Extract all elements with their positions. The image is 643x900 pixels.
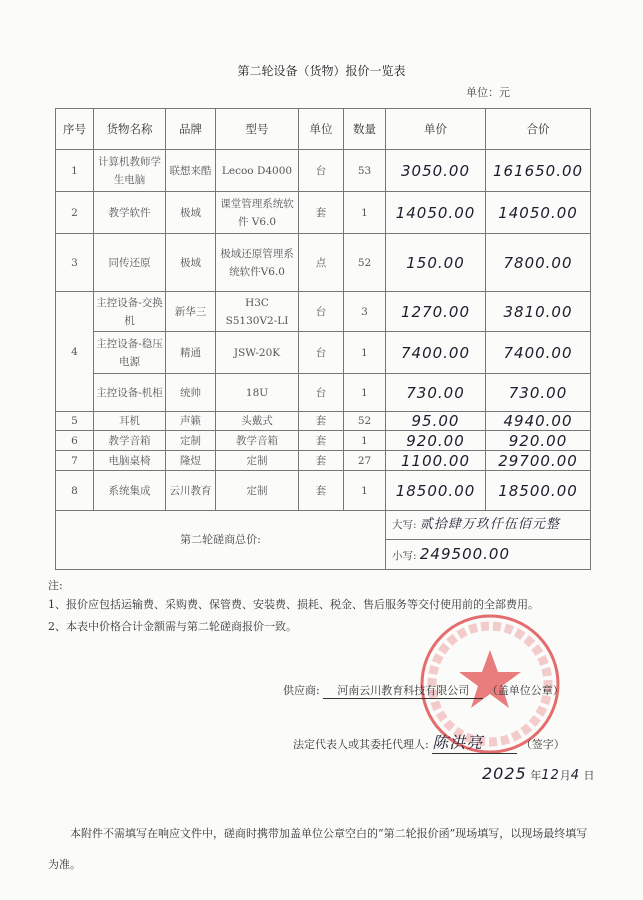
representative-suffix: （签字） (520, 738, 565, 751)
item-name: 同传还原 (94, 234, 166, 292)
item-brand: 定制 (166, 431, 216, 451)
item-model: 定制 (216, 471, 299, 511)
total-price: 29700.00 (486, 451, 591, 471)
item-unit: 点 (299, 234, 344, 292)
unit-price: 150.00 (386, 234, 486, 292)
item-model: JSW-20K (216, 332, 299, 374)
item-name: 耳机 (94, 412, 166, 431)
item-model: 教学音箱 (216, 431, 299, 451)
item-unit: 套 (299, 431, 344, 451)
header-cell: 数量 (344, 109, 386, 150)
item-model: Lecoo D4000 (216, 150, 299, 192)
total-price: 14050.00 (486, 192, 591, 234)
date-year-label: 年 (530, 769, 542, 782)
supplier-suffix: （盖单位公章） (486, 684, 564, 697)
date-line (482, 764, 595, 783)
unit-price: 14050.00 (386, 192, 486, 234)
signature: 陈洪亮 (432, 730, 517, 754)
supplier-name: 河南云川教育科技有限公司 (323, 682, 483, 699)
supplier-line (283, 682, 564, 699)
date-month-label: 月 (559, 769, 571, 782)
row-no: 6 (56, 431, 94, 451)
item-qty: 3 (344, 292, 386, 332)
date-month: 12 (541, 768, 560, 783)
table-header (56, 109, 591, 150)
item-name: 主控设备-稳压电源 (94, 332, 166, 374)
row-no: 7 (56, 451, 94, 471)
item-qty: 52 (344, 412, 386, 431)
unit-price: 7400.00 (386, 332, 486, 374)
supplier-label: 供应商: (283, 684, 320, 697)
total-price: 18500.00 (486, 471, 591, 511)
total-price: 7800.00 (486, 234, 591, 292)
item-unit: 台 (299, 332, 344, 374)
table-row (56, 292, 591, 332)
unit-price: 920.00 (386, 431, 486, 451)
total-upper (386, 511, 591, 540)
table-row (56, 412, 591, 431)
item-qty: 1 (344, 332, 386, 374)
table-row (56, 234, 591, 292)
item-model: 头戴式 (216, 412, 299, 431)
item-qty: 53 (344, 150, 386, 192)
total-price: 3810.00 (486, 292, 591, 332)
item-unit: 套 (299, 471, 344, 511)
total-price: 161650.00 (486, 150, 591, 192)
item-unit: 套 (299, 412, 344, 431)
table-row (56, 150, 591, 192)
table-row (56, 332, 591, 374)
item-brand: 极域 (166, 192, 216, 234)
item-model: H3C S5130V2-LI (216, 292, 299, 332)
item-name: 主控设备-交换机 (94, 292, 166, 332)
row-no: 8 (56, 471, 94, 511)
item-model: 18U (216, 374, 299, 412)
total-price: 730.00 (486, 374, 591, 412)
item-brand: 精通 (166, 332, 216, 374)
unit-price: 730.00 (386, 374, 486, 412)
header-cell: 型号 (216, 109, 299, 150)
item-name: 教学音箱 (94, 431, 166, 451)
item-brand: 统帅 (166, 374, 216, 412)
total-price: 7400.00 (486, 332, 591, 374)
header-cell: 序号 (56, 109, 94, 150)
date-day-label: 日 (583, 769, 595, 782)
item-unit: 套 (299, 192, 344, 234)
total-lower (386, 540, 591, 570)
header-cell: 单位 (299, 109, 344, 150)
item-qty: 27 (344, 451, 386, 471)
row-no: 1 (56, 150, 94, 192)
item-model: 定制 (216, 451, 299, 471)
unit-price: 3050.00 (386, 150, 486, 192)
item-brand: 隆煜 (166, 451, 216, 471)
header-cell: 单价 (386, 109, 486, 150)
header-cell: 合价 (486, 109, 591, 150)
table-row (56, 471, 591, 511)
item-brand: 极域 (166, 234, 216, 292)
row-no: 4 (56, 292, 94, 412)
row-no: 3 (56, 234, 94, 292)
currency-unit: 单位：元 (466, 86, 510, 99)
table-row (56, 451, 591, 471)
upper-label: 大写: (392, 519, 417, 531)
item-qty: 52 (344, 234, 386, 292)
notes-heading: 注: (48, 579, 63, 592)
unit-price: 18500.00 (386, 471, 486, 511)
star-icon (459, 650, 521, 708)
document-title: 第二轮设备（货物）报价一览表 (237, 64, 406, 78)
item-qty: 1 (344, 431, 386, 451)
note-item: 1、报价应包括运输费、采购费、保管费、安装费、损耗、税金、售后服务等交付使用前的全部费用。 (48, 598, 539, 611)
representative-label: 法定代表人或其委托代理人: (293, 738, 429, 751)
row-no: 2 (56, 192, 94, 234)
date-year: 2025 (482, 764, 527, 783)
item-model: 极域还原管理系统软件V6.0 (216, 234, 299, 292)
item-brand: 新华三 (166, 292, 216, 332)
total-row (56, 511, 591, 540)
item-unit: 套 (299, 451, 344, 471)
item-brand: 云川教育 (166, 471, 216, 511)
unit-price: 1100.00 (386, 451, 486, 471)
item-model: 课堂管理系统软件 V6.0 (216, 192, 299, 234)
unit-price: 1270.00 (386, 292, 486, 332)
upper-value: 贰拾肆万玖仟伍佰元整 (419, 517, 560, 532)
header-cell: 品牌 (166, 109, 216, 150)
item-qty: 1 (344, 192, 386, 234)
table-row (56, 374, 591, 412)
item-name: 系统集成 (94, 471, 166, 511)
header-cell: 货物名称 (94, 109, 166, 150)
item-unit: 台 (299, 150, 344, 192)
item-unit: 台 (299, 374, 344, 412)
note-item: 2、本表中价格合计金额需与第二轮磋商报价一致。 (48, 620, 297, 633)
item-name: 教学软件 (94, 192, 166, 234)
item-name: 电脑桌椅 (94, 451, 166, 471)
item-brand: 声籁 (166, 412, 216, 431)
item-unit: 台 (299, 292, 344, 332)
item-name: 主控设备-机柜 (94, 374, 166, 412)
item-qty: 1 (344, 471, 386, 511)
footer-note: 本附件不需填写在响应文件中，磋商时携带加盖单位公章空白的“第二轮报价函”现场填写，以现场最终填写为准。 (48, 827, 588, 871)
lower-value: 249500.00 (419, 544, 511, 563)
item-name: 计算机教师学生电脑 (94, 150, 166, 192)
date-day: 4 (570, 768, 581, 783)
item-brand: 联想来酷 (166, 150, 216, 192)
lower-label: 小写: (392, 549, 417, 562)
table-row (56, 431, 591, 451)
unit-price: 95.00 (386, 412, 486, 431)
total-label: 第二轮磋商总价: (56, 511, 386, 570)
total-price: 4940.00 (486, 412, 591, 431)
quotation-table (55, 108, 591, 570)
row-no: 5 (56, 412, 94, 431)
table-row (56, 192, 591, 234)
total-price: 920.00 (486, 431, 591, 451)
representative-line (293, 730, 565, 754)
item-qty: 1 (344, 374, 386, 412)
